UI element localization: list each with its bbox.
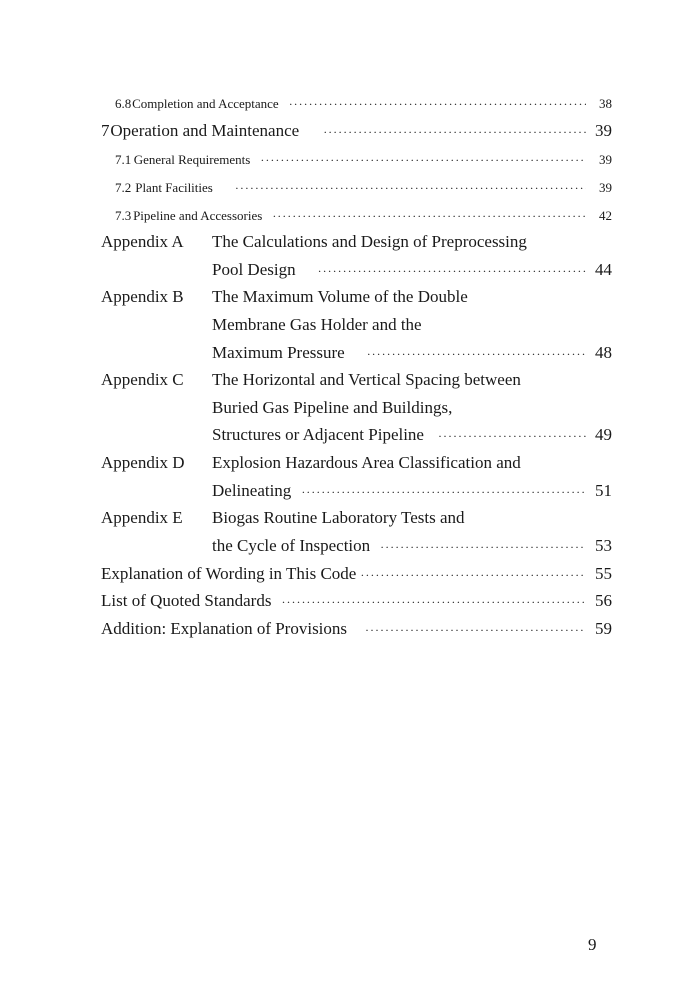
- toc-label: The Calculations and Design of Preprocessing: [212, 232, 527, 251]
- toc-number: 7.3: [115, 208, 132, 223]
- toc-entry-7-1[interactable]: [115, 152, 612, 168]
- toc-page-number: 39: [595, 121, 612, 140]
- toc-page-number: 39: [599, 152, 612, 167]
- toc-entry-quoted-standards[interactable]: [101, 591, 612, 611]
- toc-entry-7-3[interactable]: [115, 208, 612, 224]
- toc-entry-explanation-of-wording[interactable]: [101, 564, 612, 584]
- toc-entry-appendix-a-line1[interactable]: [101, 232, 612, 252]
- leader-dots: [301, 485, 586, 500]
- toc-entry-appendix-b-line1[interactable]: [101, 287, 612, 307]
- toc-page-number: 42: [599, 208, 612, 223]
- toc-entry-appendix-d-line1[interactable]: [101, 453, 612, 473]
- leader-dots: [260, 153, 586, 168]
- toc-label: Pipeline and Accessories: [133, 208, 263, 223]
- toc-entry-appendix-a-line2[interactable]: [212, 260, 612, 280]
- toc-label: Addition: Explanation of Provisions: [101, 619, 348, 638]
- page-folio-number: 9: [588, 935, 597, 954]
- toc-page-number: 39: [599, 180, 612, 195]
- toc-page-number: 38: [599, 96, 612, 111]
- toc-entry-appendix-c-line1[interactable]: [101, 370, 612, 390]
- toc-entry-7[interactable]: [101, 121, 612, 141]
- toc-label: Structures or Adjacent Pipeline: [212, 425, 424, 444]
- leader-dots: [235, 181, 586, 196]
- leader-dots: [323, 125, 586, 140]
- toc-label: the Cycle of Inspection: [212, 536, 371, 555]
- toc-number: 7.2: [115, 180, 132, 195]
- toc-entry-appendix-e-line1[interactable]: [101, 508, 612, 528]
- leader-dots: [367, 347, 586, 362]
- toc-page-number: 44: [595, 260, 612, 279]
- toc-page-number: 55: [595, 564, 612, 583]
- toc-label: List of Quoted Standards: [101, 591, 272, 610]
- toc-page-number: 49: [595, 425, 612, 444]
- toc-entry-appendix-b-line2[interactable]: [212, 315, 612, 335]
- toc-entry-appendix-e-line2[interactable]: [212, 536, 612, 556]
- toc-entry-appendix-d-line2[interactable]: [212, 481, 612, 501]
- toc-entry-appendix-c-line2[interactable]: [212, 398, 612, 418]
- toc-label: Buried Gas Pipeline and Buildings,: [212, 398, 453, 417]
- toc-page-number: 56: [595, 591, 612, 610]
- toc-label: Biogas Routine Laboratory Tests and: [212, 508, 465, 527]
- toc-label: Completion and Acceptance: [132, 96, 279, 111]
- toc-label: The Maximum Volume of the Double: [212, 287, 468, 306]
- toc-label: Membrane Gas Holder and the: [212, 315, 422, 334]
- leader-dots: [360, 568, 586, 583]
- toc-number: Appendix E: [101, 508, 183, 527]
- toc-number: 7: [101, 121, 110, 140]
- toc-label: Operation and Maintenance: [110, 121, 300, 140]
- toc-entry-appendix-b-line3[interactable]: [212, 343, 612, 363]
- toc-label: Plant Facilities: [135, 180, 213, 195]
- toc-label: General Requirements: [133, 152, 251, 167]
- toc-number: Appendix C: [101, 370, 184, 389]
- leader-dots: [281, 595, 586, 610]
- toc-number: Appendix A: [101, 232, 184, 251]
- leader-dots: [365, 623, 586, 638]
- toc-number: 7.1: [115, 152, 132, 167]
- toc-label: Maximum Pressure: [212, 343, 345, 362]
- toc-label: Explanation of Wording in This Code: [101, 564, 357, 583]
- toc-entry-7-2[interactable]: [115, 180, 612, 196]
- toc-label: Delineating: [212, 481, 292, 500]
- leader-dots: [272, 209, 586, 224]
- toc-number: Appendix D: [101, 453, 185, 472]
- leader-dots: [318, 264, 586, 279]
- toc-entry-6-8[interactable]: [115, 96, 612, 112]
- leader-dots: [380, 540, 586, 555]
- toc-entry-addition[interactable]: [101, 619, 612, 639]
- leader-dots: [289, 97, 586, 112]
- leader-dots: [438, 429, 586, 444]
- toc-page-number: 48: [595, 343, 612, 362]
- toc-page-number: 53: [595, 536, 612, 555]
- toc-number: Appendix B: [101, 287, 184, 306]
- toc-page-number: 59: [595, 619, 612, 638]
- toc-entry-appendix-c-line3[interactable]: [212, 425, 612, 445]
- toc-label: Pool Design: [212, 260, 296, 279]
- toc-label: The Horizontal and Vertical Spacing between: [212, 370, 521, 389]
- toc-number: 6.8: [115, 96, 132, 111]
- toc-page-number: 51: [595, 481, 612, 500]
- toc-label: Explosion Hazardous Area Classification and: [212, 453, 521, 472]
